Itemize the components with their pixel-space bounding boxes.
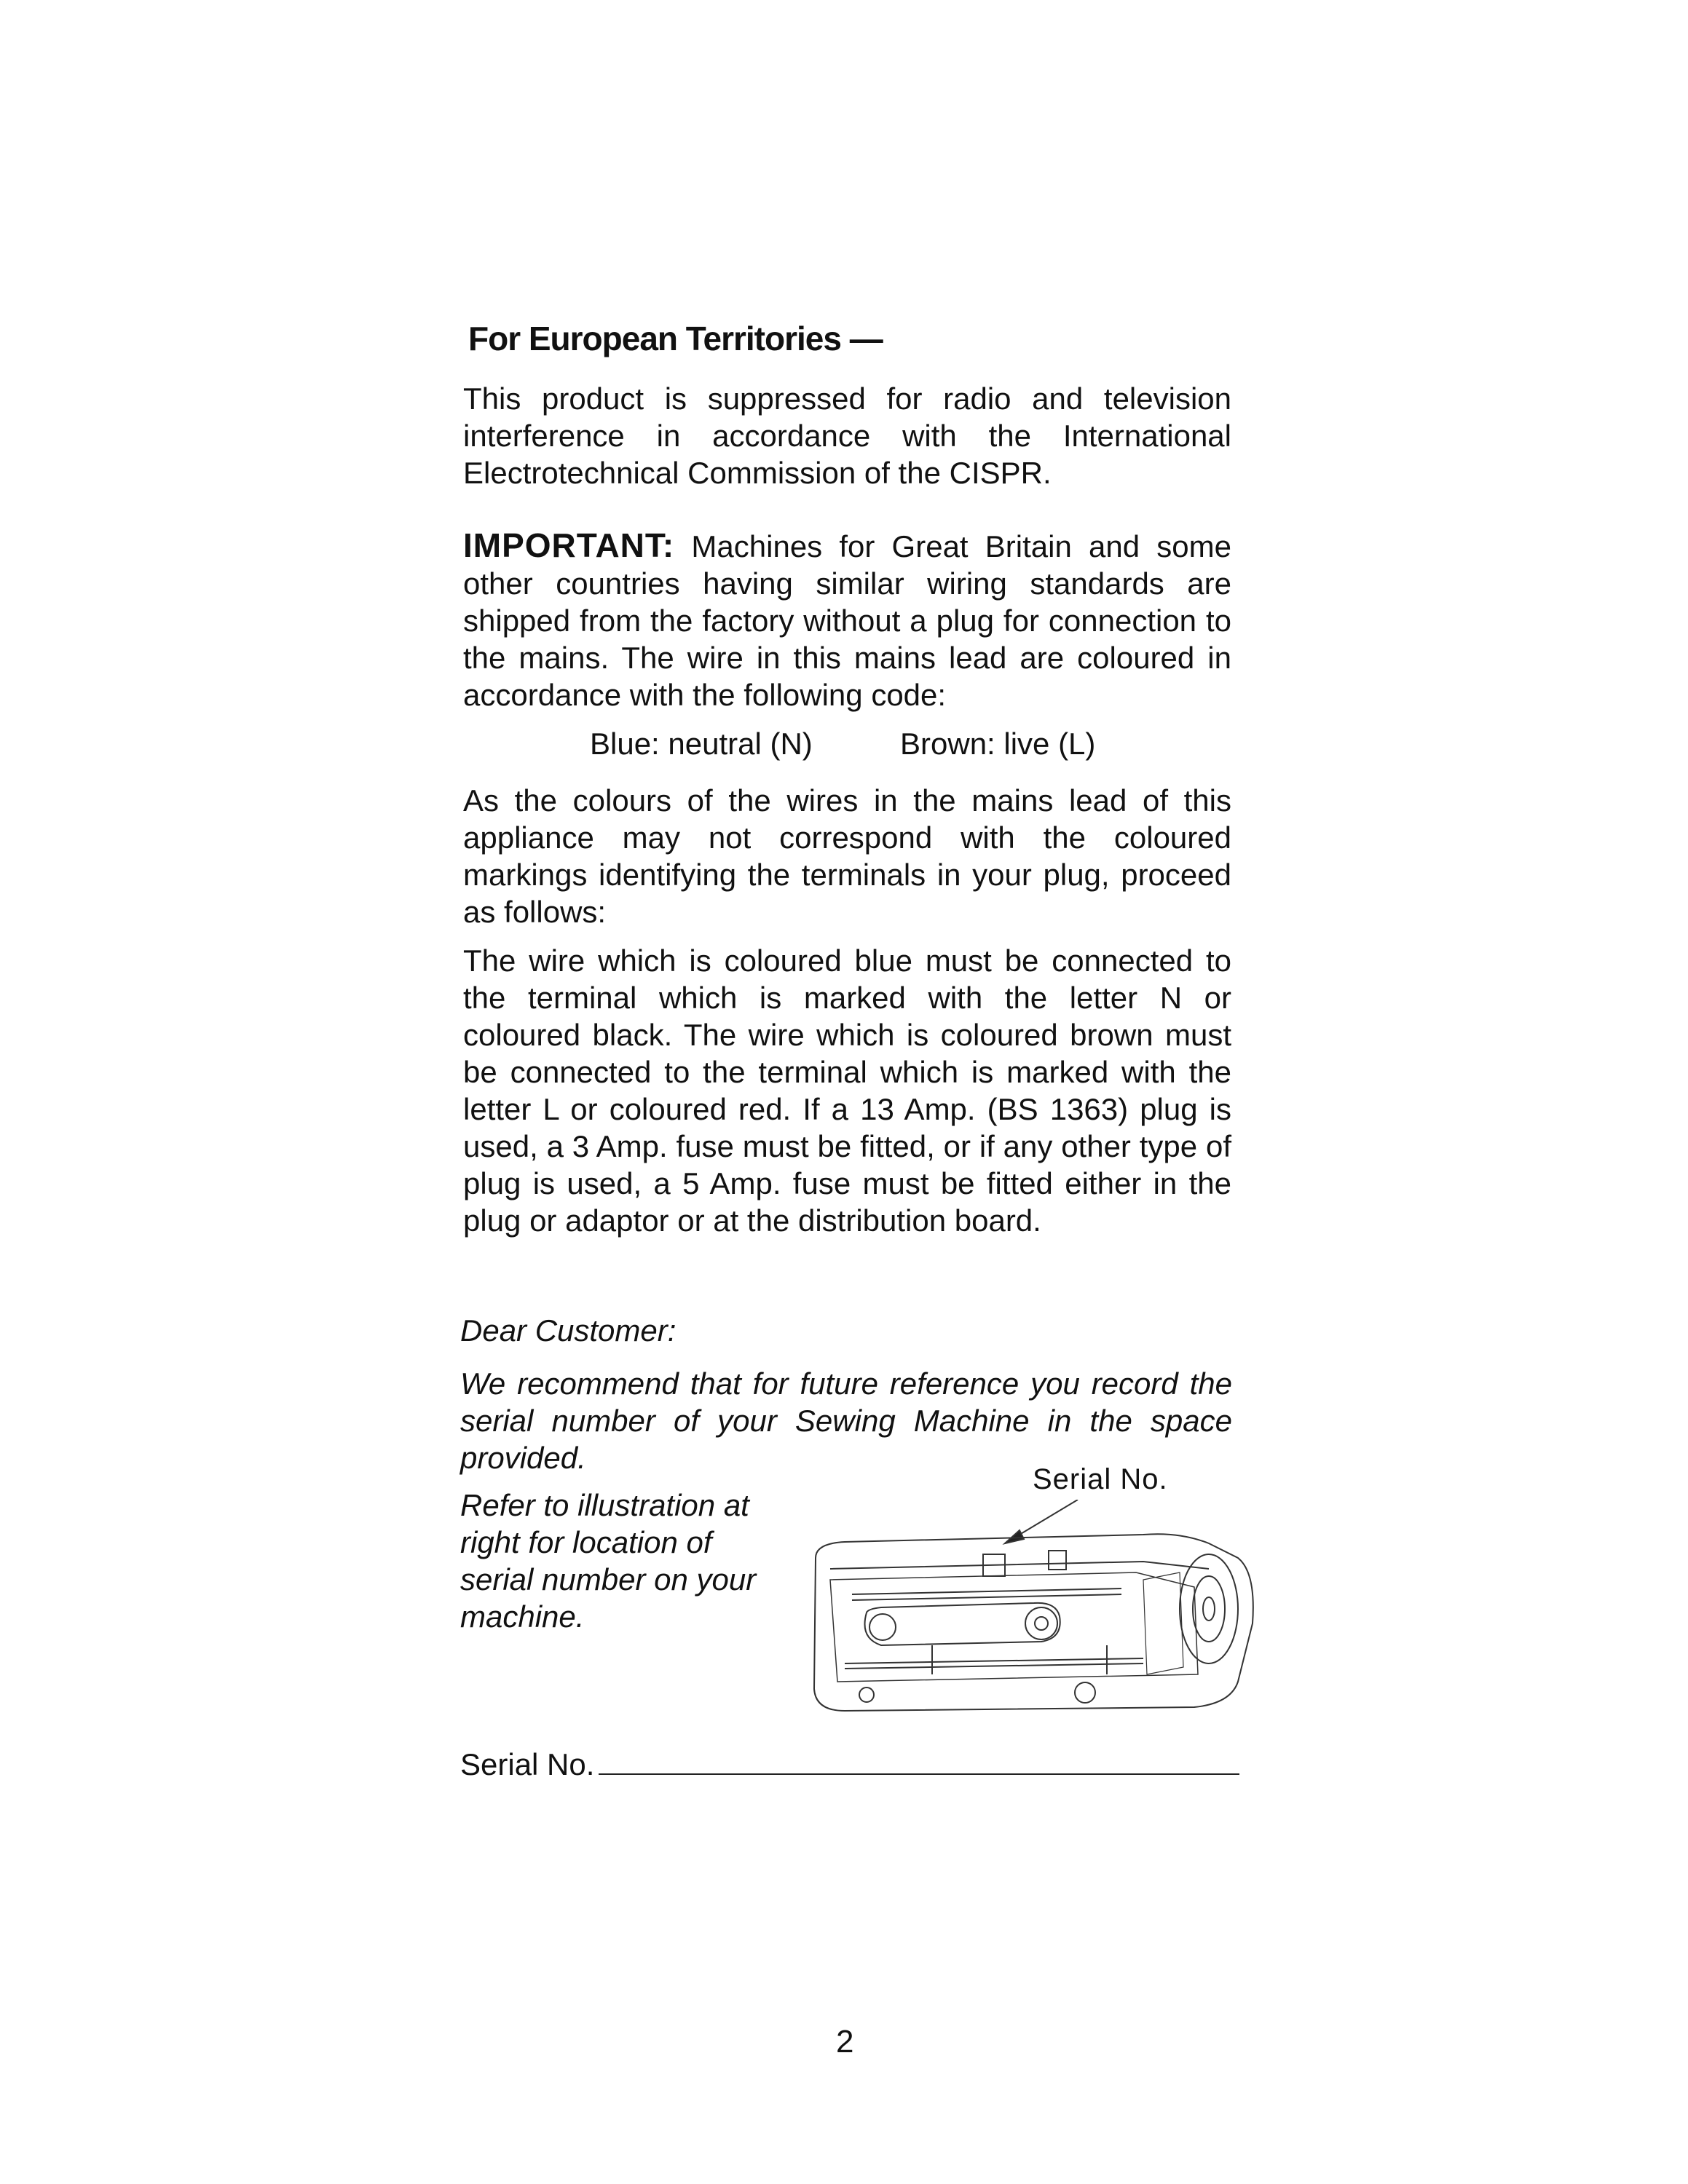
machine-base-outline — [814, 1534, 1253, 1711]
drive-belt — [865, 1603, 1060, 1645]
page-heading: For European Territories — — [468, 320, 883, 357]
important-paragraph — [463, 527, 1231, 713]
recommend-paragraph: We recommend that for future reference you record the serial number of your Sewing Machine in the space provided. — [460, 1366, 1232, 1475]
page-number: 2 — [836, 2024, 854, 2060]
wire-code-blue: Blue: neutral (N) — [590, 727, 813, 761]
serial-number-field — [460, 1747, 1239, 1782]
important-label: IMPORTANT: — [463, 526, 675, 564]
serial-pointer-arrowhead — [1005, 1530, 1024, 1543]
serial-number-blank-line — [599, 1749, 1239, 1775]
colours-paragraph: As the colours of the wires in the mains lead of this appliance may not correspond with the coloured markings identifying the terminals in your plug, proceed as follows: — [463, 783, 1231, 929]
wire-code-brown: Brown: live (L) — [900, 727, 1096, 761]
wiring-instructions-paragraph: The wire which is coloured blue must be connected to the terminal which is marked with the letter N or coloured black. The wire which is coloured brown must be connected to the terminal which is marked with the letter L or coloured red. If a 13 Amp. (BS 1363) plug is used, a 3 Amp. fuse must be fitted, or if any other type of plug is used, a 5 Amp. fuse must be fitted either in the plug or adaptor or at the distribution board. — [463, 943, 1231, 1238]
illustration-serial-caption: Serial No. — [1033, 1463, 1168, 1495]
handwheel-outline — [1180, 1554, 1238, 1663]
important-text: Machines for Great Britain and some other countries having similar wiring standards are shipped from the factory without a plug for connection to the mains. The wire in this mains lead are coloured in accordance with the following code: — [463, 529, 1231, 712]
customer-greeting: Dear Customer: — [460, 1313, 677, 1348]
sewing-machine-illustration — [801, 1500, 1267, 1740]
intro-paragraph: This product is suppressed for radio and television interference in accordance with the International Electrotechnical Commission of the CISPR. — [463, 381, 1231, 490]
refer-paragraph: Refer to illustration at right for location of serial number on your machine. — [460, 1488, 757, 1634]
serial-number-label: Serial No. — [460, 1747, 595, 1781]
